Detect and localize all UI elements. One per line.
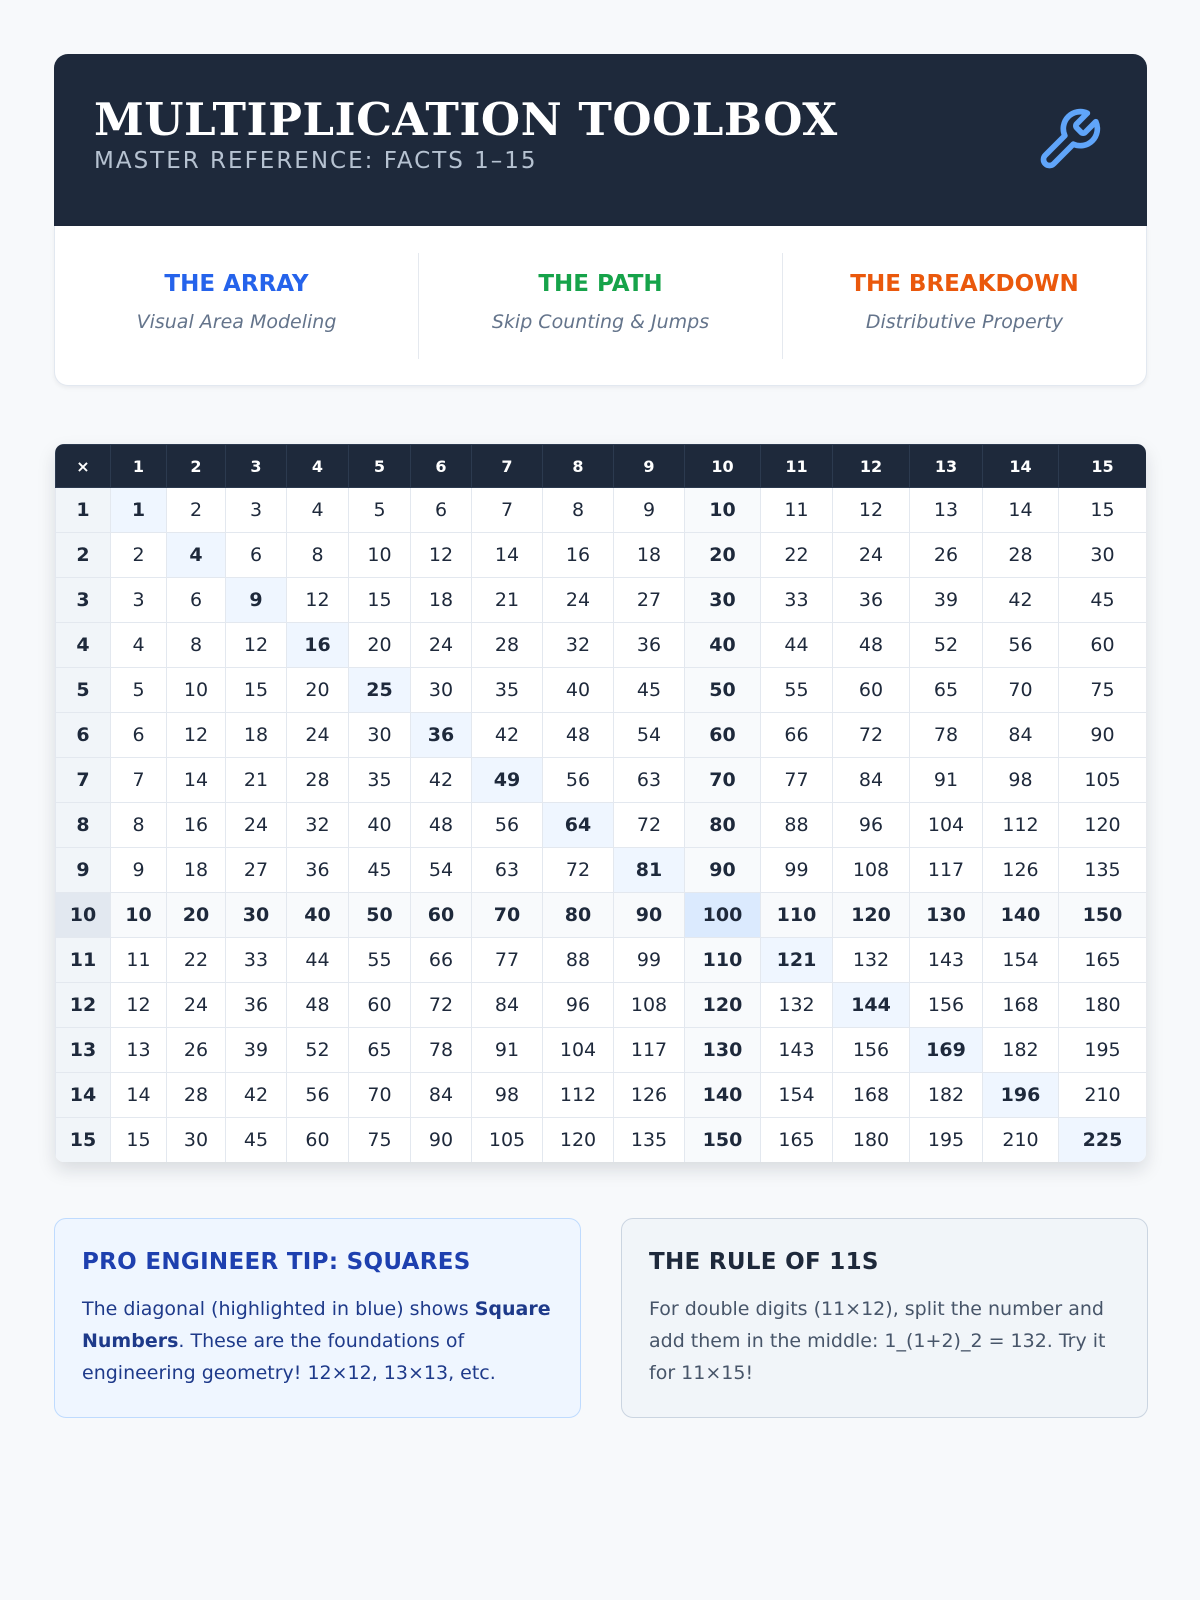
multiplication-table	[55, 444, 1146, 1162]
product-cell: 32	[287, 803, 349, 848]
tip-text: The diagonal (highlighted in blue) shows	[82, 1298, 475, 1320]
product-cell: 4	[287, 488, 349, 533]
product-cell: 195	[910, 1118, 983, 1163]
product-cell: 72	[411, 983, 472, 1028]
product-cell: 72	[543, 848, 614, 893]
product-cell: 55	[761, 668, 833, 713]
product-cell: 88	[543, 938, 614, 983]
product-cell: 2	[111, 533, 167, 578]
product-cell: 50	[685, 668, 761, 713]
product-cell: 27	[226, 848, 287, 893]
product-cell: 100	[685, 893, 761, 938]
product-cell: 108	[614, 983, 685, 1028]
product-cell: 52	[910, 623, 983, 668]
method-description: Skip Counting & Jumps	[491, 310, 710, 333]
product-cell: 169	[910, 1028, 983, 1073]
table-row	[56, 983, 1147, 1028]
product-cell: 3	[226, 488, 287, 533]
product-cell: 45	[1059, 578, 1147, 623]
product-cell: 28	[472, 623, 543, 668]
product-cell: 91	[910, 758, 983, 803]
product-cell: 40	[685, 623, 761, 668]
product-cell: 70	[983, 668, 1059, 713]
product-cell: 24	[167, 983, 226, 1028]
product-cell: 15	[349, 578, 411, 623]
product-cell: 36	[226, 983, 287, 1028]
product-cell: 12	[167, 713, 226, 758]
page-title: MULTIPLICATION TOOLBOX	[94, 93, 838, 146]
product-cell: 99	[761, 848, 833, 893]
product-cell: 30	[226, 893, 287, 938]
product-cell: 44	[287, 938, 349, 983]
product-cell: 196	[983, 1073, 1059, 1118]
header-banner	[54, 54, 1147, 226]
product-cell: 156	[910, 983, 983, 1028]
product-cell: 18	[226, 713, 287, 758]
row-header: 11	[56, 938, 111, 983]
column-header: 10	[685, 445, 761, 488]
product-cell: 91	[472, 1028, 543, 1073]
product-cell: 105	[472, 1118, 543, 1163]
product-cell: 70	[349, 1073, 411, 1118]
product-cell: 32	[543, 623, 614, 668]
product-cell: 225	[1059, 1118, 1147, 1163]
tip-body	[82, 1293, 553, 1389]
product-cell: 110	[685, 938, 761, 983]
product-cell: 75	[1059, 668, 1147, 713]
column-header: 12	[833, 445, 910, 488]
product-cell: 210	[983, 1118, 1059, 1163]
product-cell: 8	[543, 488, 614, 533]
product-cell: 42	[411, 758, 472, 803]
product-cell: 66	[761, 713, 833, 758]
column-header: 9	[614, 445, 685, 488]
product-cell: 4	[167, 533, 226, 578]
product-cell: 84	[833, 758, 910, 803]
table-row	[56, 848, 1147, 893]
product-cell: 10	[111, 893, 167, 938]
product-cell: 9	[226, 578, 287, 623]
row-header: 3	[56, 578, 111, 623]
product-cell: 60	[685, 713, 761, 758]
product-cell: 44	[761, 623, 833, 668]
tip-text: . These are the foundations of engineering geometry! 12×12, 13×13, etc.	[82, 1330, 496, 1384]
product-cell: 180	[1059, 983, 1147, 1028]
product-cell: 84	[983, 713, 1059, 758]
product-cell: 63	[614, 758, 685, 803]
product-cell: 78	[411, 1028, 472, 1073]
product-cell: 99	[614, 938, 685, 983]
product-cell: 104	[910, 803, 983, 848]
table-row	[56, 758, 1147, 803]
product-cell: 88	[761, 803, 833, 848]
product-cell: 126	[614, 1073, 685, 1118]
product-cell: 120	[1059, 803, 1147, 848]
method-title: THE PATH	[538, 270, 663, 297]
product-cell: 8	[167, 623, 226, 668]
product-cell: 33	[226, 938, 287, 983]
product-cell: 56	[287, 1073, 349, 1118]
column-header: 7	[472, 445, 543, 488]
table-row	[56, 1028, 1147, 1073]
tip-elevens-card	[621, 1218, 1148, 1418]
product-cell: 81	[614, 848, 685, 893]
method-title: THE ARRAY	[164, 270, 309, 297]
product-cell: 6	[111, 713, 167, 758]
product-cell: 49	[472, 758, 543, 803]
column-header: 1	[111, 445, 167, 488]
product-cell: 60	[287, 1118, 349, 1163]
product-cell: 12	[287, 578, 349, 623]
method-breakdown	[782, 253, 1146, 359]
product-cell: 30	[167, 1118, 226, 1163]
product-cell: 150	[1059, 893, 1147, 938]
product-cell: 14	[167, 758, 226, 803]
product-cell: 28	[167, 1073, 226, 1118]
product-cell: 14	[983, 488, 1059, 533]
product-cell: 60	[833, 668, 910, 713]
product-cell: 140	[685, 1073, 761, 1118]
product-cell: 15	[111, 1118, 167, 1163]
product-cell: 150	[685, 1118, 761, 1163]
product-cell: 13	[910, 488, 983, 533]
product-cell: 26	[910, 533, 983, 578]
product-cell: 72	[614, 803, 685, 848]
product-cell: 27	[614, 578, 685, 623]
row-header: 14	[56, 1073, 111, 1118]
tip-squares-card	[54, 1218, 581, 1418]
product-cell: 15	[1059, 488, 1147, 533]
product-cell: 7	[111, 758, 167, 803]
product-cell: 24	[226, 803, 287, 848]
product-cell: 77	[472, 938, 543, 983]
product-cell: 18	[614, 533, 685, 578]
product-cell: 50	[349, 893, 411, 938]
product-cell: 35	[349, 758, 411, 803]
product-cell: 60	[349, 983, 411, 1028]
row-header: 7	[56, 758, 111, 803]
product-cell: 30	[349, 713, 411, 758]
product-cell: 90	[685, 848, 761, 893]
product-cell: 20	[685, 533, 761, 578]
wrench-icon	[1035, 106, 1103, 174]
product-cell: 28	[983, 533, 1059, 578]
product-cell: 18	[167, 848, 226, 893]
product-cell: 120	[543, 1118, 614, 1163]
product-cell: 18	[411, 578, 472, 623]
row-header: 2	[56, 533, 111, 578]
product-cell: 48	[833, 623, 910, 668]
product-cell: 130	[910, 893, 983, 938]
product-cell: 168	[833, 1073, 910, 1118]
product-cell: 20	[349, 623, 411, 668]
product-cell: 40	[543, 668, 614, 713]
product-cell: 210	[1059, 1073, 1147, 1118]
product-cell: 45	[226, 1118, 287, 1163]
product-cell: 144	[833, 983, 910, 1028]
product-cell: 12	[226, 623, 287, 668]
product-cell: 24	[833, 533, 910, 578]
product-cell: 65	[910, 668, 983, 713]
table-row	[56, 893, 1147, 938]
product-cell: 90	[614, 893, 685, 938]
product-cell: 10	[685, 488, 761, 533]
tip-title: THE RULE OF 11S	[649, 1249, 879, 1275]
product-cell: 132	[833, 938, 910, 983]
product-cell: 6	[226, 533, 287, 578]
row-header: 1	[56, 488, 111, 533]
page-subtitle: MASTER REFERENCE: FACTS 1–15	[94, 148, 538, 174]
product-cell: 110	[761, 893, 833, 938]
product-cell: 80	[685, 803, 761, 848]
product-cell: 132	[761, 983, 833, 1028]
product-cell: 1	[111, 488, 167, 533]
product-cell: 36	[411, 713, 472, 758]
row-header: 10	[56, 893, 111, 938]
row-header: 4	[56, 623, 111, 668]
product-cell: 9	[111, 848, 167, 893]
product-cell: 180	[833, 1118, 910, 1163]
product-cell: 42	[472, 713, 543, 758]
product-cell: 98	[472, 1073, 543, 1118]
product-cell: 21	[472, 578, 543, 623]
column-header: 5	[349, 445, 411, 488]
product-cell: 120	[833, 893, 910, 938]
product-cell: 40	[287, 893, 349, 938]
product-cell: 6	[167, 578, 226, 623]
product-cell: 121	[761, 938, 833, 983]
method-description: Distributive Property	[865, 310, 1064, 333]
product-cell: 33	[761, 578, 833, 623]
product-cell: 35	[472, 668, 543, 713]
table-row	[56, 488, 1147, 533]
product-cell: 63	[472, 848, 543, 893]
table-row	[56, 1118, 1147, 1163]
product-cell: 154	[761, 1073, 833, 1118]
product-cell: 16	[287, 623, 349, 668]
method-description: Visual Area Modeling	[136, 310, 337, 333]
product-cell: 104	[543, 1028, 614, 1073]
product-cell: 2	[167, 488, 226, 533]
column-header: 8	[543, 445, 614, 488]
row-header: 13	[56, 1028, 111, 1073]
row-header: 8	[56, 803, 111, 848]
product-cell: 9	[614, 488, 685, 533]
product-cell: 24	[411, 623, 472, 668]
product-cell: 56	[983, 623, 1059, 668]
product-cell: 154	[983, 938, 1059, 983]
product-cell: 7	[472, 488, 543, 533]
product-cell: 56	[543, 758, 614, 803]
tip-bold-text: Square Numbers	[82, 1298, 551, 1352]
product-cell: 6	[411, 488, 472, 533]
row-header: 9	[56, 848, 111, 893]
method-array	[55, 253, 418, 359]
product-cell: 182	[910, 1073, 983, 1118]
row-header: 15	[56, 1118, 111, 1163]
table-row	[56, 803, 1147, 848]
row-header: 6	[56, 713, 111, 758]
product-cell: 21	[226, 758, 287, 803]
product-cell: 24	[543, 578, 614, 623]
table-row	[56, 713, 1147, 758]
product-cell: 165	[761, 1118, 833, 1163]
product-cell: 182	[983, 1028, 1059, 1073]
product-cell: 56	[472, 803, 543, 848]
product-cell: 42	[226, 1073, 287, 1118]
product-cell: 16	[543, 533, 614, 578]
product-cell: 30	[1059, 533, 1147, 578]
product-cell: 12	[411, 533, 472, 578]
product-cell: 45	[349, 848, 411, 893]
product-cell: 108	[833, 848, 910, 893]
product-cell: 30	[411, 668, 472, 713]
product-cell: 13	[111, 1028, 167, 1073]
product-cell: 22	[761, 533, 833, 578]
product-cell: 48	[411, 803, 472, 848]
product-cell: 39	[910, 578, 983, 623]
product-cell: 45	[614, 668, 685, 713]
product-cell: 14	[472, 533, 543, 578]
product-cell: 90	[1059, 713, 1147, 758]
column-header: 15	[1059, 445, 1147, 488]
product-cell: 8	[111, 803, 167, 848]
product-cell: 3	[111, 578, 167, 623]
product-cell: 39	[226, 1028, 287, 1073]
product-cell: 8	[287, 533, 349, 578]
row-header: 5	[56, 668, 111, 713]
column-header: 2	[167, 445, 226, 488]
product-cell: 84	[472, 983, 543, 1028]
product-cell: 24	[287, 713, 349, 758]
product-cell: 140	[983, 893, 1059, 938]
product-cell: 48	[543, 713, 614, 758]
product-cell: 117	[910, 848, 983, 893]
product-cell: 112	[983, 803, 1059, 848]
row-header: 12	[56, 983, 111, 1028]
product-cell: 5	[111, 668, 167, 713]
product-cell: 42	[983, 578, 1059, 623]
product-cell: 20	[287, 668, 349, 713]
product-cell: 70	[472, 893, 543, 938]
product-cell: 135	[1059, 848, 1147, 893]
column-header: 11	[761, 445, 833, 488]
product-cell: 12	[111, 983, 167, 1028]
product-cell: 55	[349, 938, 411, 983]
product-cell: 10	[167, 668, 226, 713]
product-cell: 65	[349, 1028, 411, 1073]
product-cell: 40	[349, 803, 411, 848]
tip-body: For double digits (11×12), split the number and add them in the middle: 1_(1+2)_2 = 132. Try it for 11×15!	[649, 1298, 1106, 1384]
product-cell: 28	[287, 758, 349, 803]
table-row	[56, 668, 1147, 713]
product-cell: 10	[349, 533, 411, 578]
product-cell: 84	[411, 1073, 472, 1118]
product-cell: 135	[614, 1118, 685, 1163]
column-header: 3	[226, 445, 287, 488]
column-header: 4	[287, 445, 349, 488]
tip-title: PRO ENGINEER TIP: SQUARES	[82, 1249, 471, 1275]
product-cell: 70	[685, 758, 761, 803]
product-cell: 96	[543, 983, 614, 1028]
product-cell: 25	[349, 668, 411, 713]
column-header: 6	[411, 445, 472, 488]
product-cell: 60	[411, 893, 472, 938]
header-row	[56, 445, 1147, 488]
corner-cell: ×	[56, 445, 111, 488]
product-cell: 117	[614, 1028, 685, 1073]
method-path	[418, 253, 782, 359]
product-cell: 78	[910, 713, 983, 758]
product-cell: 90	[411, 1118, 472, 1163]
table-row	[56, 1073, 1147, 1118]
product-cell: 11	[761, 488, 833, 533]
multiplication-grid	[55, 444, 1146, 1162]
product-cell: 16	[167, 803, 226, 848]
product-cell: 30	[685, 578, 761, 623]
table-row	[56, 578, 1147, 623]
product-cell: 168	[983, 983, 1059, 1028]
product-cell: 54	[614, 713, 685, 758]
product-cell: 80	[543, 893, 614, 938]
product-cell: 5	[349, 488, 411, 533]
product-cell: 36	[287, 848, 349, 893]
product-cell: 126	[983, 848, 1059, 893]
product-cell: 143	[761, 1028, 833, 1073]
product-cell: 72	[833, 713, 910, 758]
product-cell: 36	[833, 578, 910, 623]
product-cell: 15	[226, 668, 287, 713]
product-cell: 54	[411, 848, 472, 893]
product-cell: 156	[833, 1028, 910, 1073]
column-header: 13	[910, 445, 983, 488]
product-cell: 98	[983, 758, 1059, 803]
product-cell: 120	[685, 983, 761, 1028]
product-cell: 66	[411, 938, 472, 983]
methods-panel	[54, 226, 1147, 386]
product-cell: 52	[287, 1028, 349, 1073]
product-cell: 12	[833, 488, 910, 533]
product-cell: 14	[111, 1073, 167, 1118]
product-cell: 143	[910, 938, 983, 983]
product-cell: 195	[1059, 1028, 1147, 1073]
product-cell: 36	[614, 623, 685, 668]
method-title: THE BREAKDOWN	[850, 270, 1079, 297]
product-cell: 20	[167, 893, 226, 938]
table-row	[56, 533, 1147, 578]
product-cell: 77	[761, 758, 833, 803]
product-cell: 112	[543, 1073, 614, 1118]
product-cell: 130	[685, 1028, 761, 1073]
product-cell: 75	[349, 1118, 411, 1163]
product-cell: 60	[1059, 623, 1147, 668]
product-cell: 165	[1059, 938, 1147, 983]
product-cell: 96	[833, 803, 910, 848]
product-cell: 22	[167, 938, 226, 983]
product-cell: 48	[287, 983, 349, 1028]
product-cell: 11	[111, 938, 167, 983]
column-header: 14	[983, 445, 1059, 488]
table-row	[56, 623, 1147, 668]
product-cell: 4	[111, 623, 167, 668]
product-cell: 64	[543, 803, 614, 848]
product-cell: 26	[167, 1028, 226, 1073]
table-row	[56, 938, 1147, 983]
product-cell: 105	[1059, 758, 1147, 803]
